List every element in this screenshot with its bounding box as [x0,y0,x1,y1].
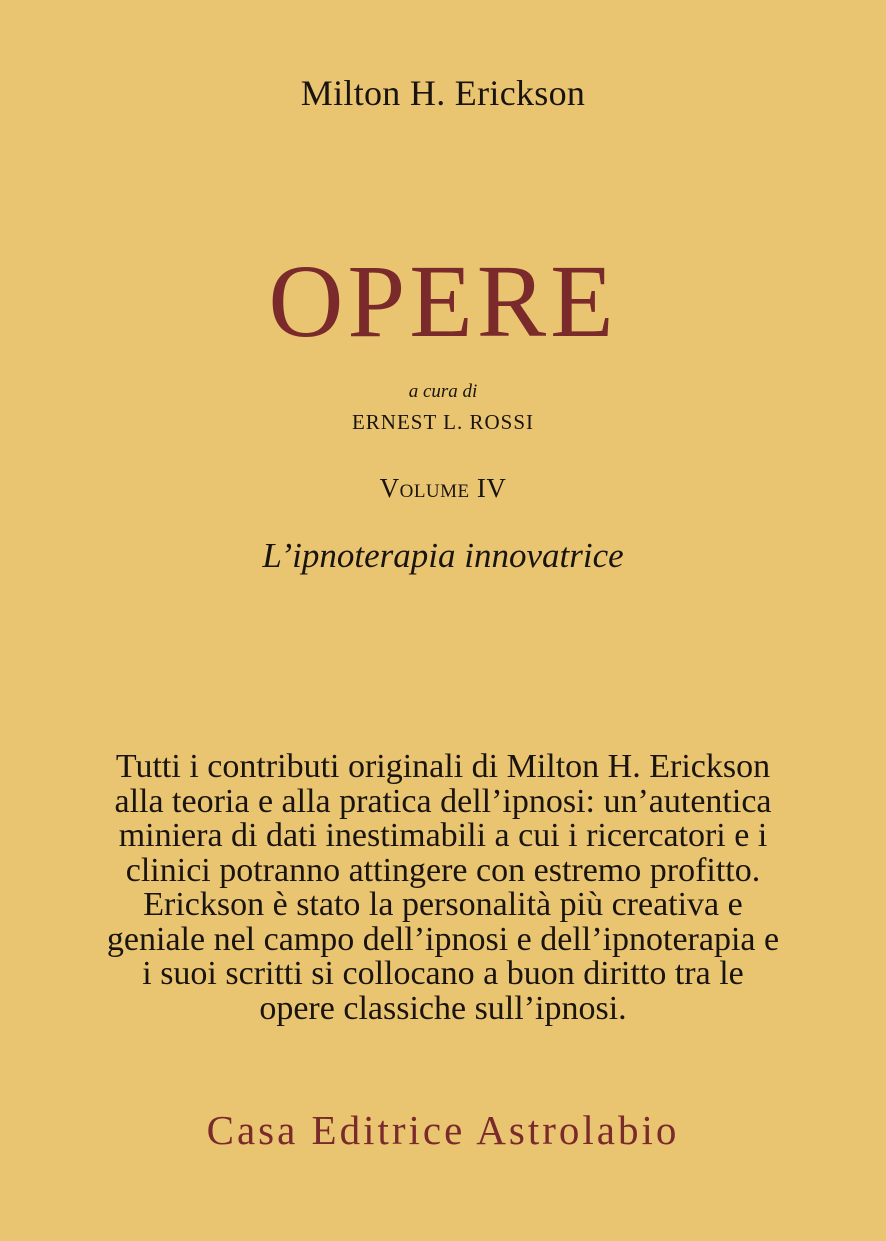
blurb [0,750,886,1026]
curated-by-label: a cura di [408,381,478,402]
blurb-line: alla teoria e alla pratica dell’ipnosi: un’autentica [114,782,772,820]
book-subtitle: L’ipnoterapia innovatrice [262,536,624,575]
publisher-name: Casa Editrice Astrolabio [206,1107,680,1153]
blurb-line: miniera di dati inestimabili a cui i ricercatori e i [118,817,768,854]
blurb-line: geniale nel campo dell’ipnosi e dell’ipnoterapia e [106,920,780,958]
blurb-line: Tutti i contributi originali di Milton H. Erickson [115,748,771,785]
volume-label: Volume IV [379,473,507,503]
blurb-line: i suoi scritti si collocano a buon diritto tra le [142,955,744,992]
author-name: Milton H. Erickson [300,73,586,113]
blurb-line: Erickson è stato la personalità più creativa e [143,886,743,923]
blurb-line: opere classiche sull’ipnosi. [259,989,627,1027]
book-title: OPERE [268,244,618,359]
blurb-line: clinici potranno attingere con estremo profitto. [125,851,761,889]
editor-name: ERNEST L. ROSSI [351,410,535,434]
